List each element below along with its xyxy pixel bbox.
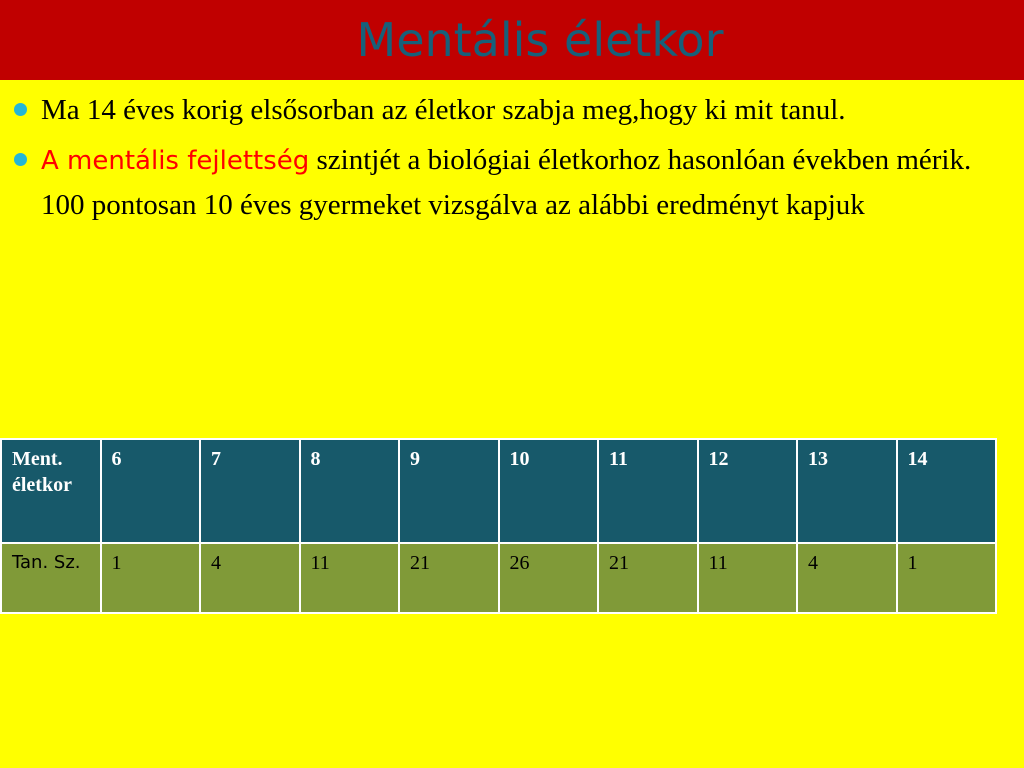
table-cell: 11 (598, 439, 698, 543)
table-cell: 13 (797, 439, 897, 543)
table-cell: 1 (101, 543, 201, 613)
title-bar (0, 0, 1024, 80)
table-cell: 21 (399, 543, 499, 613)
table-cell: 4 (200, 543, 300, 613)
bullet-marker-icon (14, 153, 27, 166)
table-cell: 11 (698, 543, 798, 613)
age-distribution-table (0, 438, 997, 614)
bullet-marker-icon (14, 103, 27, 116)
table-cell: 11 (300, 543, 400, 613)
bullet-item (8, 88, 998, 132)
bullet-list (8, 88, 998, 233)
table-cell: 1 (897, 543, 997, 613)
row-header-mental-age: Ment. életkor (1, 439, 101, 543)
bullet-text: Ma 14 éves korig elsősorban az életkor szabja meg,hogy ki mit tanul. (41, 94, 846, 126)
bullet-item (8, 138, 998, 227)
table-row (1, 543, 996, 613)
table-cell: 12 (698, 439, 798, 543)
table-cell: 14 (897, 439, 997, 543)
bullet-text: szintjét a biológiai életkorhoz hasonlóan években mérik. 100 pontosan 10 éves gyermeket vizsgálva az alábbi eredményt kapjuk (41, 144, 972, 221)
slide-title: Mentális életkor (356, 13, 724, 67)
bullet-highlight-text: A mentális fejlettség (41, 146, 310, 176)
table-cell: 9 (399, 439, 499, 543)
table-cell: 8 (300, 439, 400, 543)
table-cell: 6 (101, 439, 201, 543)
table-cell: 7 (200, 439, 300, 543)
table-cell: 26 (499, 543, 599, 613)
table-cell: 4 (797, 543, 897, 613)
row-header-student-count: Tan. Sz. (1, 543, 101, 613)
table-cell: 21 (598, 543, 698, 613)
table-cell: 10 (499, 439, 599, 543)
table-header-row (1, 439, 996, 543)
